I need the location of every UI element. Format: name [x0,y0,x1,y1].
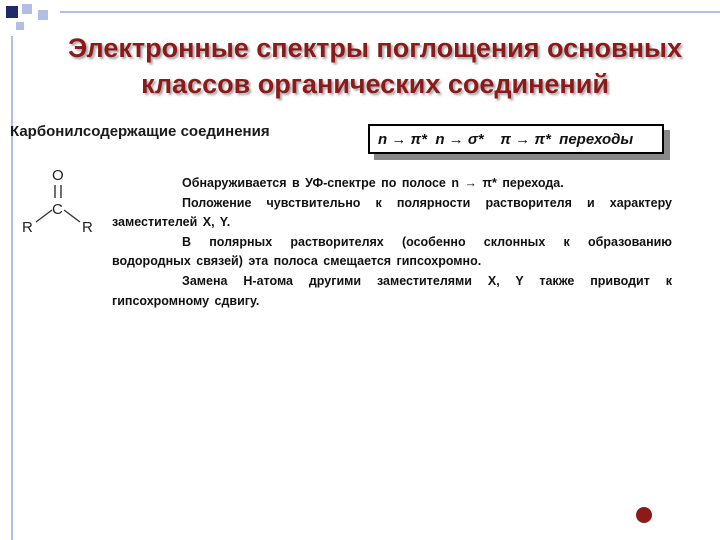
decorative-bullet-dot [636,507,652,523]
paragraph-3: В полярных растворителях (особенно склонных к образованию водородных связей) эта полоса смещается гипсохромно. [112,234,672,269]
paragraph-1: Обнаруживается в УФ-спектре по полосе n → π* перехода. [182,176,564,190]
section-heading: Карбонилсодержащие соединения [10,123,270,140]
transitions-box: n → π* n → σ* π → π* переходы [368,124,664,154]
decorative-left-rule [0,0,30,540]
group-right-r: R [82,219,93,236]
paragraph-4: Замена Н-атома другими заместителями X, Y также приводит к гипсохромному сдвигу. [112,273,672,308]
description-text [112,174,672,311]
paragraph-2: Положение чувствительно к полярности растворителя и характеру заместителей X, Y. [112,195,672,230]
page-title [30,30,720,102]
group-left-r: R [22,219,33,236]
title-line-1: Электронные спектры поглощения основных [68,33,682,63]
atom-carbon: C [52,201,63,218]
carbonyl-structure-diagram [18,160,118,240]
atom-oxygen: O [52,167,64,184]
title-line-2: классов органических соединений [141,69,609,99]
decorative-corner-squares [0,0,720,32]
